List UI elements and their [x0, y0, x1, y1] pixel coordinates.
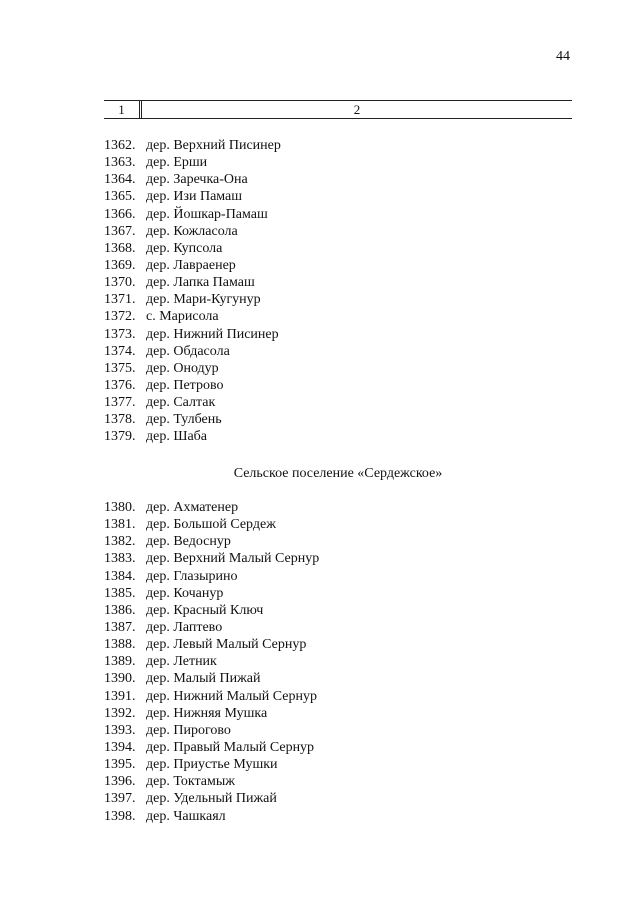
item-number: 1392. [104, 705, 136, 721]
item-text: дер. Изи Памаш [146, 189, 243, 205]
item-number: 1397. [104, 791, 136, 807]
item-number: 1362. [104, 138, 136, 153]
page-number: 44 [556, 49, 570, 64]
item-number: 1395. [104, 757, 136, 773]
list-item [104, 602, 319, 619]
item-number: 1388. [104, 637, 136, 653]
list-item [104, 585, 319, 602]
item-number: 1380. [104, 500, 136, 515]
list-item [104, 773, 319, 790]
list-item [104, 739, 319, 756]
item-text: дер. Приустье Мушки [146, 757, 278, 773]
item-text: дер. Салтак [146, 395, 216, 411]
list-item [104, 206, 281, 223]
item-text: дер. Онодур [146, 360, 219, 376]
list-item [104, 653, 319, 670]
list-item [104, 171, 281, 188]
item-number: 1393. [104, 722, 136, 738]
list-item [104, 568, 319, 585]
list-item [104, 343, 281, 360]
item-number: 1363. [104, 155, 136, 171]
list-item [104, 274, 281, 291]
item-number: 1373. [104, 326, 136, 342]
item-number: 1366. [104, 206, 136, 222]
list-item [104, 516, 319, 533]
table-header-col-2: 2 [353, 102, 361, 117]
item-text: дер. Удельный Пижай [146, 791, 277, 807]
item-number: 1372. [104, 309, 136, 325]
item-number: 1370. [104, 275, 136, 291]
item-number: 1385. [104, 585, 136, 601]
item-number: 1364. [104, 172, 136, 188]
item-text: дер. Большой Сердеж [146, 517, 276, 533]
item-number: 1376. [104, 377, 136, 393]
list-item [104, 394, 281, 411]
item-text: дер. Нижний Писинер [146, 326, 279, 342]
item-text: дер. Купсола [146, 240, 223, 256]
item-text: дер. Верхний Писинер [146, 138, 281, 153]
item-number: 1381. [104, 517, 136, 533]
item-number: 1386. [104, 602, 136, 618]
table-header-col-1: 1 [104, 101, 142, 118]
list-item [104, 291, 281, 308]
item-text: дер. Ерши [146, 155, 208, 171]
item-text: дер. Левый Малый Сернур [146, 637, 307, 653]
item-text: дер. Шаба [146, 429, 208, 445]
item-text: дер. Глазырино [146, 568, 238, 584]
item-number: 1371. [104, 292, 136, 308]
item-number: 1391. [104, 688, 136, 704]
item-text: дер. Мари-Кугунур [146, 292, 261, 308]
item-text: дер. Нижний Малый Сернур [146, 688, 317, 704]
list-item [104, 688, 319, 705]
item-text: дер. Кочанур [146, 585, 224, 601]
list-item [104, 360, 281, 377]
item-number: 1368. [104, 240, 136, 256]
list-item [104, 670, 319, 687]
item-text: с. Марисола [146, 309, 219, 325]
item-text: дер. Летник [146, 654, 217, 670]
item-number: 1374. [104, 343, 136, 359]
item-number: 1384. [104, 568, 136, 584]
item-number: 1379. [104, 429, 136, 445]
list-item [104, 223, 281, 240]
list-item [104, 533, 319, 550]
item-number: 1387. [104, 619, 136, 635]
item-number: 1390. [104, 671, 136, 687]
list-item [104, 756, 319, 773]
item-text: дер. Пирогово [146, 722, 231, 738]
item-text: дер. Правый Малый Сернур [146, 739, 315, 755]
item-number: 1377. [104, 395, 136, 411]
item-number: 1378. [104, 412, 136, 428]
list-item [104, 240, 281, 257]
section-title: Сельское поселение «Сердежское» [233, 466, 443, 481]
list-item [104, 705, 319, 722]
list-item [104, 377, 281, 394]
item-text: дер. Кожласола [146, 223, 238, 239]
item-number: 1394. [104, 739, 136, 755]
item-text: дер. Лавраенер [146, 257, 236, 273]
list-item [104, 550, 319, 567]
item-number: 1367. [104, 223, 136, 239]
item-text: дер. Токтамыж [146, 774, 235, 790]
item-text: дер. Ведоснур [146, 534, 231, 550]
list-item [104, 326, 281, 343]
list-item [104, 619, 319, 636]
item-text: дер. Лаптево [146, 619, 223, 635]
table-header [104, 100, 572, 119]
item-number: 1389. [104, 654, 136, 670]
item-text: дер. Верхний Малый Сернур [146, 551, 320, 567]
list-item [104, 154, 281, 171]
item-number: 1396. [104, 774, 136, 790]
item-number: 1383. [104, 551, 136, 567]
item-text: дер. Лапка Памаш [146, 275, 255, 291]
list-item [104, 722, 319, 739]
list-item [104, 411, 281, 428]
item-text: дер. Ахматенер [146, 500, 239, 515]
list-item [104, 790, 319, 807]
item-text: дер. Малый Пижай [146, 671, 261, 687]
item-text: дер. Обдасола [146, 343, 230, 359]
list-item [104, 137, 281, 154]
item-text: дер. Нижняя Мушка [146, 705, 268, 721]
settlement-list-2 [104, 499, 319, 825]
list-item [104, 308, 281, 325]
list-item [104, 499, 319, 516]
list-item [104, 808, 319, 825]
item-text: дер. Тулбень [146, 412, 222, 428]
item-text: дер. Красный Ключ [146, 602, 264, 618]
list-item [104, 636, 319, 653]
item-text: дер. Йошкар-Памаш [146, 206, 268, 222]
item-text: дер. Петрово [146, 377, 224, 393]
item-number: 1369. [104, 257, 136, 273]
item-number: 1398. [104, 808, 136, 824]
settlement-list-1 [104, 137, 281, 446]
list-item [104, 257, 281, 274]
item-text: дер. Заречка-Она [146, 172, 248, 188]
list-item [104, 188, 281, 205]
item-number: 1365. [104, 189, 136, 205]
list-item [104, 428, 281, 445]
item-number: 1382. [104, 534, 136, 550]
item-text: дер. Чашкаял [146, 808, 226, 824]
item-number: 1375. [104, 360, 136, 376]
